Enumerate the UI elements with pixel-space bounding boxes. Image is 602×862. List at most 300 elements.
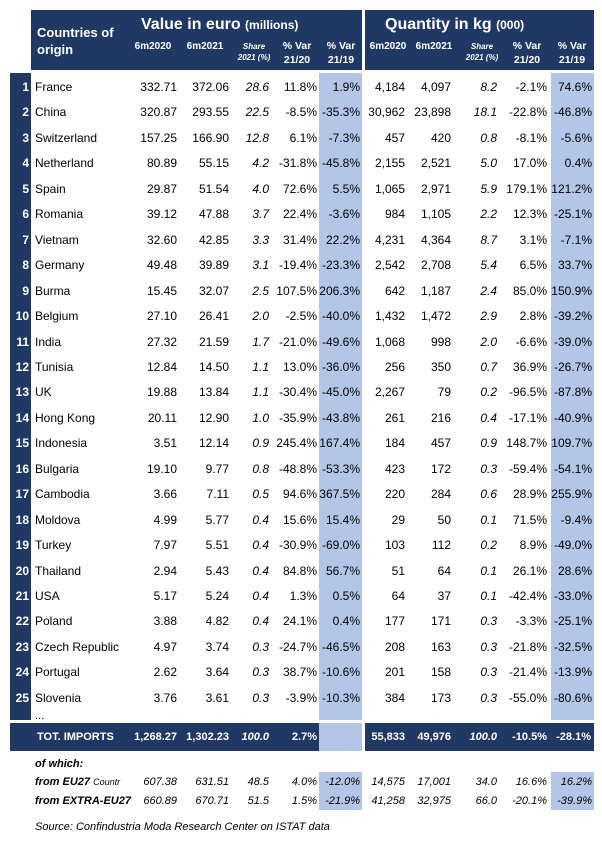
cell-v20: 332.71 (140, 80, 177, 94)
total-v2021: 1,302.23 (186, 731, 229, 743)
cell-vv1: -2.5% (285, 309, 317, 324)
breakdown-cell-qv1: 16.6% (515, 776, 547, 788)
cell-qv2: -39.2% (553, 309, 592, 324)
cell-qs: 0.1 (480, 563, 497, 578)
cell-v21: 5.24 (205, 589, 229, 603)
cell-vs: 3.7 (252, 207, 269, 222)
cell-q20: 423 (384, 461, 405, 476)
rank-cell: 9 (22, 283, 29, 298)
rank-cell: 20 (15, 563, 29, 578)
cell-vs: 0.4 (252, 614, 269, 629)
country-cell: Poland (35, 614, 73, 629)
cell-v21: 32.07 (198, 283, 229, 298)
rank-cell: 12 (15, 359, 29, 374)
cell-q20: 4,184 (374, 80, 405, 94)
cell-vv1: 24.1% (282, 614, 317, 629)
cell-v20: 19.88 (146, 385, 177, 400)
cell-qv1: 3.1% (519, 232, 547, 247)
country-cell: Vietnam (35, 232, 79, 247)
country-cell: Czech Republic (35, 639, 120, 654)
country-cell: UK (35, 385, 52, 400)
cell-v21: 12.14 (198, 436, 229, 451)
table-row (0, 356, 602, 379)
cell-q20: 2,267 (374, 385, 405, 400)
cell-vv1: 6.1% (289, 130, 317, 145)
cell-qv2: 109.7% (551, 436, 592, 451)
rank-cell: 15 (15, 436, 29, 451)
cell-qs: 8.7 (480, 232, 497, 247)
country-cell: Cambodia (35, 487, 90, 502)
breakdown-cell-vs: 48.5 (247, 776, 269, 788)
cell-q21: 64 (437, 563, 451, 578)
cell-qv2: -25.1% (553, 207, 592, 222)
cell-vv1: 11.8% (283, 80, 317, 94)
cell-q21: 1,472 (420, 309, 451, 324)
rank-cell: 7 (22, 232, 29, 247)
cell-q21: 79 (437, 385, 451, 400)
cell-vv1: -8.5% (285, 105, 317, 120)
cell-v20: 80.89 (146, 156, 177, 171)
breakdown-cell-q20: 14,575 (371, 776, 405, 788)
cell-qs: 0.1 (480, 512, 497, 527)
cell-qv1: -6.6% (515, 334, 547, 349)
cell-qv2: -32.5% (553, 639, 592, 654)
cell-v20: 3.76 (153, 690, 177, 705)
breakdown-label: from EU27 Countr (35, 776, 121, 788)
table-row (0, 178, 602, 201)
cell-vv2: 0.4% (332, 614, 360, 629)
cell-qs: 0.6 (480, 487, 497, 502)
cell-v21: 39.89 (198, 258, 229, 273)
table-row (0, 101, 602, 124)
cell-qv1: 36.9% (512, 359, 547, 374)
country-cell: Bulgaria (35, 461, 80, 476)
cell-vs: 2.0 (252, 309, 269, 324)
cell-v21: 13.84 (198, 385, 229, 400)
cell-v20: 3.66 (153, 487, 177, 502)
total-qshare: 100.0 (469, 731, 497, 743)
rank-cell: 10 (15, 309, 29, 324)
cell-qs: 2.2 (480, 207, 497, 222)
cell-v20: 7.97 (153, 538, 177, 553)
cell-v20: 2.62 (153, 665, 177, 680)
cell-q21: 457 (430, 436, 451, 451)
cell-vv1: 1.3% (289, 589, 317, 603)
cell-q20: 642 (384, 283, 405, 298)
cell-vv2: -53.3% (321, 461, 360, 476)
cell-v20: 12.84 (146, 359, 177, 374)
cell-q20: 30,962 (368, 105, 405, 120)
cell-q20: 2,155 (374, 156, 405, 171)
cell-q20: 1,068 (374, 334, 405, 349)
cell-qs: 5.4 (480, 258, 497, 273)
table-row (0, 483, 602, 506)
country-cell: Thailand (35, 563, 82, 578)
cell-vv1: -24.7% (278, 639, 317, 654)
country-cell: USA (35, 589, 60, 603)
cell-vs: 3.1 (252, 258, 269, 273)
cell-qv1: -8.1% (515, 130, 547, 145)
breakdown-cell-qv2: -39.9% (557, 795, 592, 807)
cell-v20: 3.51 (153, 436, 177, 451)
cell-q20: 256 (384, 359, 405, 374)
cell-qv1: -21.4% (508, 665, 547, 680)
cell-vs: 0.5 (252, 487, 269, 502)
cell-q21: 173 (430, 690, 451, 705)
cell-q20: 1,065 (374, 181, 405, 196)
qty-col-var2120: % Var 21/20 (512, 40, 542, 66)
cell-vs: 1.0 (252, 410, 269, 425)
country-cell: Slovenia (35, 690, 82, 705)
breakdown-cell-v20: 607.38 (143, 776, 177, 788)
value-col-share: Share 2021 (%) (237, 42, 271, 62)
cell-qv2: 255.9% (551, 487, 592, 502)
rank-cell: 21 (15, 589, 29, 603)
cell-vv1: 94.6% (282, 487, 317, 502)
cell-qv2: -13.9% (553, 665, 592, 680)
rank-cell: 17 (15, 487, 29, 502)
cell-vs: 1.1 (252, 385, 269, 400)
country-cell: Spain (35, 181, 66, 196)
cell-q20: 261 (384, 410, 405, 425)
cell-v20: 20.11 (147, 410, 177, 425)
cell-q20: 2,542 (374, 258, 405, 273)
cell-v20: 29.87 (146, 181, 177, 196)
country-cell: Indonesia (35, 436, 88, 451)
cell-qv1: 71.5% (512, 512, 547, 527)
breakdown-cell-q21: 32,975 (417, 795, 451, 807)
cell-q21: 284 (430, 487, 451, 502)
cell-vs: 1.7 (252, 334, 269, 349)
cell-qs: 18.1 (473, 105, 497, 120)
cell-qv2: -7.1% (560, 232, 592, 247)
cell-vv1: -35.9% (278, 410, 317, 425)
cell-qv2: -39.0% (553, 334, 592, 349)
cell-vv1: 38.7% (282, 665, 317, 680)
cell-q20: 384 (384, 690, 405, 705)
cell-vv2: -49.6% (321, 334, 360, 349)
breakdown-cell-qv2: 16.2% (560, 776, 592, 788)
cell-q20: 457 (384, 130, 405, 145)
cell-v21: 293.55 (192, 105, 229, 120)
cell-q20: 51 (391, 563, 405, 578)
cell-vv2: 56.7% (325, 563, 360, 578)
cell-v21: 4.82 (205, 614, 229, 629)
cell-vv2: -45.0% (321, 385, 360, 400)
cell-vv2: -43.8% (321, 410, 360, 425)
cell-vv2: 206.3% (319, 283, 360, 298)
cell-qs: 0.3 (480, 614, 497, 629)
rank-cell: 13 (15, 385, 29, 400)
table-row (0, 254, 602, 277)
total-qvar2120: -10.5% (512, 731, 547, 743)
qty-col-var2119: % Var 21/19 (557, 40, 587, 66)
table-row (0, 610, 602, 633)
cell-v20: 27.10 (146, 309, 177, 324)
total-value-var-highlight (319, 723, 362, 751)
total-q2021: 49,976 (417, 731, 451, 743)
cell-q21: 50 (437, 512, 451, 527)
cell-qv1: 12.3% (512, 207, 547, 222)
cell-vv2: -23.3% (321, 258, 360, 273)
table-row (0, 585, 602, 608)
total-row-qty (365, 723, 594, 751)
table-row (0, 76, 602, 99)
cell-vv2: -3.6% (328, 207, 360, 222)
table-row (0, 636, 602, 659)
cell-qv1: 17.0% (512, 156, 547, 171)
rank-cell: 2 (22, 105, 29, 120)
country-cell: Switzerland (35, 130, 98, 145)
cell-v20: 4.97 (153, 639, 177, 654)
source-note: Source: Confindustria Moda Research Center on ISTAT data (35, 821, 330, 833)
cell-vs: 0.4 (252, 589, 269, 603)
cell-vv2: 367.5% (319, 487, 360, 502)
cell-vv2: -46.5% (321, 639, 360, 654)
country-cell: India (35, 334, 62, 349)
quantity-title: Quantity in kg (000) (385, 16, 525, 33)
breakdown-cell-vv1: 1.5% (291, 795, 317, 807)
cell-v20: 5.17 (153, 589, 177, 603)
rank-cell: 11 (16, 334, 29, 349)
cell-q20: 64 (391, 589, 405, 603)
cell-qs: 5.0 (480, 156, 497, 171)
cell-q21: 2,708 (420, 258, 451, 273)
total-v2020: 1,268.27 (134, 731, 177, 743)
table-row (0, 331, 602, 354)
cell-vv2: -35.3% (321, 105, 360, 120)
cell-qv2: 150.9% (551, 283, 592, 298)
rank-cell: 19 (15, 538, 29, 553)
more-rows-ellipsis: ... (35, 710, 45, 722)
cell-v20: 157.25 (140, 130, 177, 145)
cell-vv2: 22.2% (325, 232, 360, 247)
cell-qv1: 2.8% (519, 309, 547, 324)
cell-qv2: -87.8% (553, 385, 592, 400)
cell-q20: 220 (384, 487, 405, 502)
cell-vv2: 0.5% (332, 589, 360, 603)
cell-v20: 3.88 (153, 614, 177, 629)
breakdown-cell-vv2: -21.9% (325, 795, 360, 807)
cell-q20: 184 (384, 436, 405, 451)
cell-v20: 39.12 (146, 207, 177, 222)
table-row (0, 560, 602, 583)
country-cell: France (35, 80, 73, 94)
cell-vv2: 15.4% (325, 512, 360, 527)
cell-vv2: -10.3% (321, 690, 360, 705)
table-row (0, 280, 602, 303)
cell-v21: 26.41 (198, 309, 229, 324)
cell-qv2: 0.4% (564, 156, 592, 171)
cell-qv2: -54.1% (553, 461, 592, 476)
cell-q21: 1,105 (420, 207, 451, 222)
value-header (31, 10, 362, 70)
cell-q21: 158 (430, 665, 451, 680)
cell-vs: 0.9 (252, 436, 269, 451)
cell-v21: 9.77 (205, 461, 229, 476)
of-which-label: of which: (35, 758, 84, 770)
cell-qv1: 179.1% (506, 181, 547, 196)
cell-qv1: -42.4% (508, 589, 547, 603)
country-cell: China (35, 105, 67, 120)
cell-vv2: -7.3% (328, 130, 360, 145)
cell-v21: 5.51 (205, 538, 229, 553)
cell-v21: 3.74 (205, 639, 229, 654)
cell-v20: 2.94 (153, 563, 177, 578)
total-label: TOT. IMPORTS (37, 731, 114, 743)
cell-vs: 1.1 (252, 359, 269, 374)
cell-qv1: 26.1% (512, 563, 547, 578)
cell-vv1: 22.4% (282, 207, 317, 222)
cell-q21: 4,364 (420, 232, 451, 247)
breakdown-cell-v21: 670.71 (195, 795, 229, 807)
cell-vv1: -48.8% (278, 461, 317, 476)
country-cell: Hong Kong (35, 410, 96, 425)
cell-vv2: -36.0% (321, 359, 360, 374)
cell-vv1: 72.6% (282, 181, 317, 196)
cell-v20: 27.32 (146, 334, 177, 349)
cell-vs: 0.3 (252, 690, 269, 705)
breakdown-row (0, 773, 602, 791)
cell-qs: 5.9 (480, 181, 497, 196)
rank-cell: 14 (15, 410, 29, 425)
rank-cell: 8 (22, 258, 29, 273)
table-row (0, 534, 602, 557)
table-row (0, 687, 602, 710)
cell-qv1: -59.4% (508, 461, 547, 476)
cell-q20: 177 (384, 614, 405, 629)
cell-vs: 0.3 (252, 665, 269, 680)
table-row (0, 432, 602, 455)
cell-q20: 103 (384, 538, 405, 553)
rank-cell: 3 (22, 130, 29, 145)
country-cell: Portugal (35, 665, 80, 680)
cell-qs: 0.1 (480, 589, 497, 603)
cell-vv1: -31.8% (278, 156, 317, 171)
cell-qv1: -17.1% (508, 410, 547, 425)
table-row (0, 458, 602, 481)
cell-vv1: -19.4% (278, 258, 317, 273)
table-row (0, 661, 602, 684)
cell-vv1: -30.4% (278, 385, 317, 400)
cell-qv2: 121.2% (551, 181, 592, 196)
total-row-value (31, 723, 362, 751)
table-row (0, 229, 602, 252)
country-cell: Tunisia (35, 359, 74, 374)
cell-v21: 55.15 (198, 156, 229, 171)
table-row (0, 509, 602, 532)
cell-qv1: -2.1% (515, 80, 547, 94)
rank-cell: 1 (22, 80, 29, 94)
cell-v21: 14.50 (198, 359, 229, 374)
table-row (0, 152, 602, 175)
cell-qv2: -9.4% (560, 512, 592, 527)
cell-qv1: 8.9% (519, 538, 547, 553)
cell-v20: 15.45 (146, 283, 177, 298)
cell-qs: 0.3 (480, 461, 497, 476)
cell-v20: 19.10 (146, 461, 177, 476)
breakdown-cell-v21: 631.51 (195, 776, 229, 788)
rank-cell: 18 (15, 512, 29, 527)
country-cell: Burma (35, 283, 71, 298)
breakdown-label: from EXTRA-EU27 (35, 795, 131, 807)
cell-vv2: -40.0% (321, 309, 360, 324)
breakdown-cell-qs: 66.0 (475, 795, 497, 807)
cell-vv1: -30.9% (278, 538, 317, 553)
cell-vs: 2.5 (252, 283, 269, 298)
cell-vv1: 84.8% (282, 563, 317, 578)
cell-qs: 0.3 (480, 690, 497, 705)
cell-qs: 0.3 (480, 665, 497, 680)
cell-vs: 4.2 (252, 156, 269, 171)
cell-q20: 984 (384, 207, 405, 222)
cell-v21: 5.43 (205, 563, 229, 578)
cell-vv1: -21.0% (278, 334, 317, 349)
cell-qv2: 33.7% (557, 258, 592, 273)
country-cell: Romania (35, 207, 84, 222)
cell-qv2: -49.0% (553, 538, 592, 553)
table-row (0, 407, 602, 430)
cell-v21: 5.77 (205, 512, 229, 527)
rank-cell: 25 (15, 690, 29, 705)
cell-vs: 28.6 (245, 80, 269, 94)
cell-v21: 47.88 (198, 207, 229, 222)
cell-qv2: -46.8% (553, 105, 592, 120)
cell-q21: 2,971 (420, 181, 451, 196)
cell-vv2: 1.9% (332, 80, 360, 94)
breakdown-cell-vs: 51.5 (247, 795, 269, 807)
cell-qv1: -96.5% (508, 385, 547, 400)
total-vvar2120: 2.7% (291, 731, 317, 743)
cell-q21: 1,187 (420, 283, 451, 298)
cell-qv2: -26.7% (553, 359, 592, 374)
value-col-2021: 6m2021 (186, 41, 224, 52)
rank-cell: 6 (22, 207, 29, 222)
value-col-2020: 6m2020 (134, 41, 172, 52)
cell-qs: 0.9 (480, 436, 497, 451)
cell-q21: 4,097 (420, 80, 451, 94)
cell-v20: 320.87 (140, 105, 177, 120)
cell-vs: 0.4 (252, 538, 269, 553)
rank-cell: 5 (22, 181, 29, 196)
cell-q20: 4,231 (374, 232, 405, 247)
rank-cell: 16 (15, 461, 29, 476)
rank-cell: 23 (15, 639, 29, 654)
cell-vv2: 5.5% (332, 181, 360, 196)
cell-qs: 0.2 (480, 538, 497, 553)
cell-vv1: 245.4% (276, 436, 317, 451)
cell-qv2: 74.6% (557, 80, 592, 94)
cell-qv1: -21.8% (508, 639, 547, 654)
cell-vv1: 15.6% (282, 512, 317, 527)
cell-vs: 22.5 (245, 105, 269, 120)
country-cell: Moldova (35, 512, 81, 527)
breakdown-cell-qs: 34.0 (475, 776, 497, 788)
cell-qv1: 6.5% (519, 258, 547, 273)
cell-q21: 112 (431, 538, 451, 553)
cell-qv2: -5.6% (560, 130, 592, 145)
rank-cell: 4 (22, 156, 29, 171)
rank-cell: 24 (15, 665, 29, 680)
cell-v21: 3.64 (205, 665, 229, 680)
qty-col-2020: 6m2020 (369, 41, 407, 52)
cell-qv1: 28.9% (512, 487, 547, 502)
breakdown-cell-v20: 660.89 (143, 795, 177, 807)
cell-qv2: -33.0% (553, 589, 592, 603)
cell-v21: 21.59 (198, 334, 229, 349)
cell-vv2: -69.0% (321, 538, 360, 553)
rank-cell: 22 (15, 614, 29, 629)
